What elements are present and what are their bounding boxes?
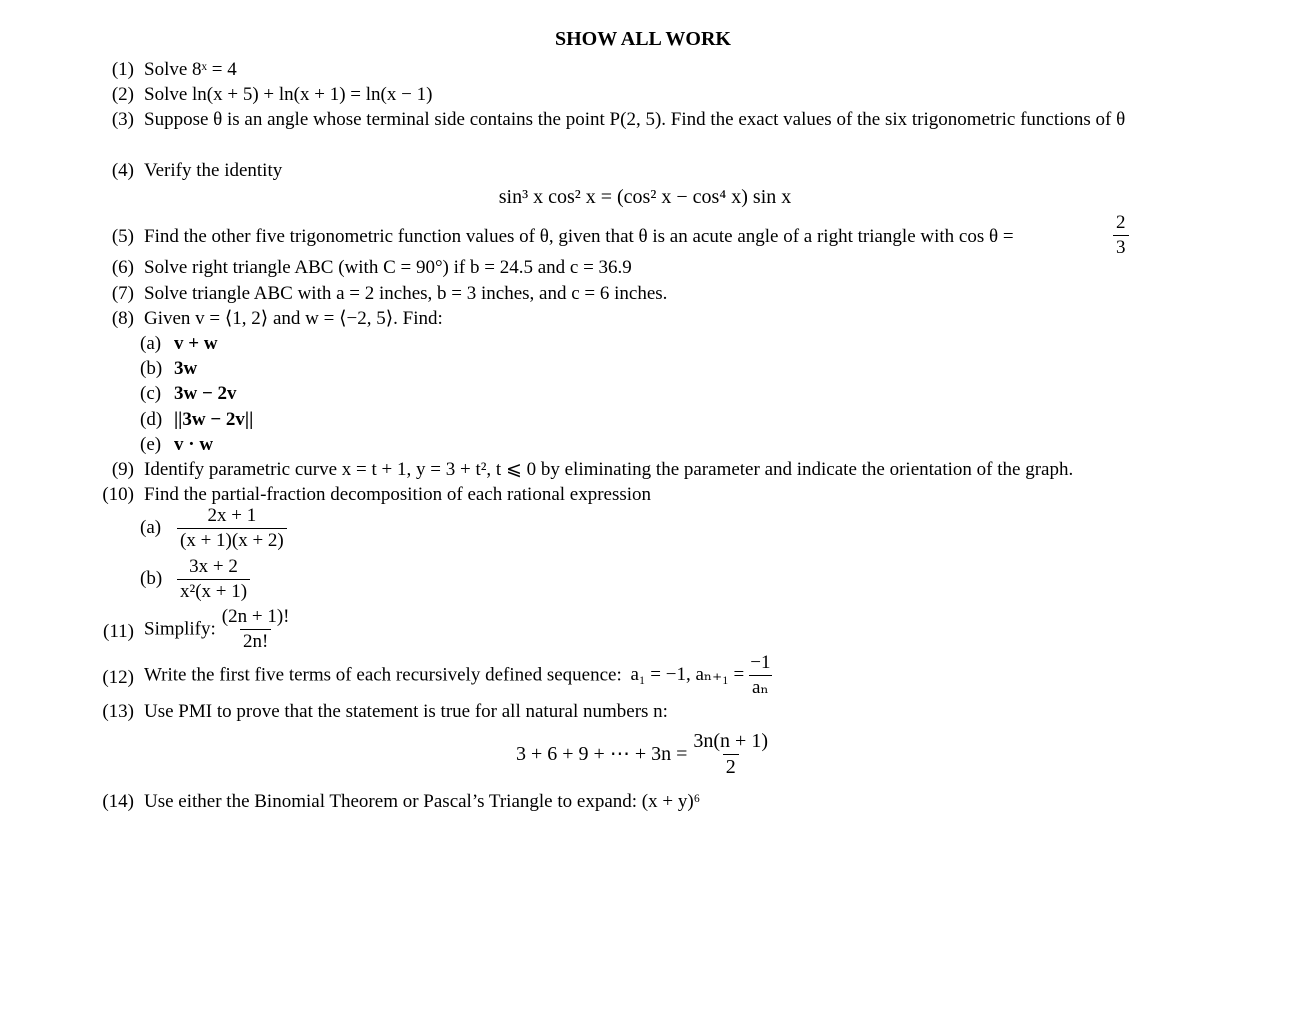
fraction-denominator: (x + 1)(x + 2) [177,528,287,552]
fraction-denominator: aₙ [749,675,772,699]
problem-number: (6) [111,257,134,278]
pmi-lhs: 3 + 6 + 9 + ⋯ + 3n = [515,743,688,765]
problem-number: (1) [111,59,134,80]
part-label: (a) [140,333,162,354]
part-text: v + w [174,333,218,354]
problem-text: Given v = ⟨1, 2⟩ and w = ⟨−2, 5⟩. Find: [144,308,443,329]
fraction-numerator: (2n + 1)! [221,606,290,627]
fraction-denominator: x²(x + 1) [177,579,250,603]
part-text: 3w [174,358,198,379]
problem-text: Verify the identity [144,160,283,181]
problem-text: Simplify: [144,618,216,640]
problem-number: (8) [111,308,134,329]
problem-4 [90,159,1220,183]
problem-10 [90,483,1220,507]
binomial-expression: (x + y)⁶ [641,791,701,812]
problem-3 [90,108,1220,132]
identity-equation: sin³ x cos² x = (cos² x − cos⁴ x) sin x [498,186,792,208]
problem-number: (3) [111,109,134,130]
fraction-denominator: 2n! [240,629,271,653]
problem-8-part-e [140,433,213,457]
page-title: SHOW ALL WORK [555,28,731,50]
problem-number: (14) [102,791,134,812]
problem-10-part-a [140,505,290,552]
problem-text: Identify parametric curve x = t + 1, y = 3 + t², t ⩽ 0 by eliminating the parameter and indicate the orientation of the graph. [144,459,1074,480]
problem-number: (10) [102,484,134,505]
fraction-numerator: 3n(n + 1) [693,730,768,752]
problem-11 [90,606,1220,653]
problem-8-part-c [140,382,237,406]
pmi-equation [0,730,1290,779]
part-label: (e) [140,434,162,455]
problem-5-text: Find the other five trigonometric function values of θ, given that θ is an acute angle of a right triangle with cos θ = [144,226,1014,247]
problem-9 [90,458,1220,482]
problem-text: Solve ln(x + 5) + ln(x + 1) = ln(x − 1) [144,84,433,105]
problem-7 [90,282,1220,306]
problem-5 [90,225,1220,249]
problem-8 [90,307,1220,331]
problem-number: (12) [102,667,134,688]
part-label: (c) [140,383,162,404]
recursive-formula: a₁ = −1, aₙ₊₁ = [630,664,745,686]
part-text: ||3w − 2v|| [174,409,254,430]
problem-2 [90,83,1220,107]
problem-text: Use PMI to prove that the statement is true for all natural numbers n: [144,701,668,722]
part-text: 3w − 2v [174,383,237,404]
fraction-numerator: 2 [1116,212,1126,233]
problem-number: (2) [111,84,134,105]
problem-6 [90,256,1220,280]
fraction-numerator: −1 [750,652,771,673]
problem-10-part-b [140,556,253,603]
problem-text: Solve right triangle ABC (with C = 90°) if b = 24.5 and c = 36.9 [144,257,632,278]
problem-text [144,225,1220,249]
problem-14 [90,790,1220,814]
problem-text: Write the first five terms of each recursively defined sequence: [144,664,622,686]
part-label: (a) [140,517,162,539]
problem-number: (13) [102,701,134,722]
problem-1 [90,58,1220,82]
part-label: (b) [140,568,163,590]
problem-text: Use either the Binomial Theorem or Pascal’s Triangle to expand: [144,791,638,812]
part-text: v · w [174,434,214,455]
problem-12 [90,652,1220,699]
part-label: (d) [140,409,163,430]
problem-number: (7) [111,283,134,304]
problem-text: Solve 8ˣ = 4 [144,59,237,80]
problem-text: Find the partial-fraction decomposition of each rational expression [144,484,652,505]
problem-text: Solve triangle ABC with a = 2 inches, b = 3 inches, and c = 6 inches. [144,283,668,304]
problem-number: (11) [103,621,134,642]
fraction-numerator: 2x + 1 [207,505,257,526]
fraction-two-thirds [1110,212,1132,259]
fraction-denominator: 3 [1113,235,1129,259]
problem-8-part-b [140,357,197,381]
problem-number: (5) [111,226,134,247]
problem-text: Suppose θ is an angle whose terminal side contains the point P(2, 5). Find the exact values of the six trigonometric functions of θ [144,109,1126,130]
fraction-numerator: 3x + 2 [189,556,238,577]
fraction-denominator: 2 [723,754,739,779]
problem-13 [90,700,1220,724]
problem-8-part-a [140,332,218,356]
part-label: (b) [140,358,163,379]
problem-8-part-d [140,408,253,432]
problem-number: (4) [111,160,134,181]
problem-number: (9) [111,459,134,480]
